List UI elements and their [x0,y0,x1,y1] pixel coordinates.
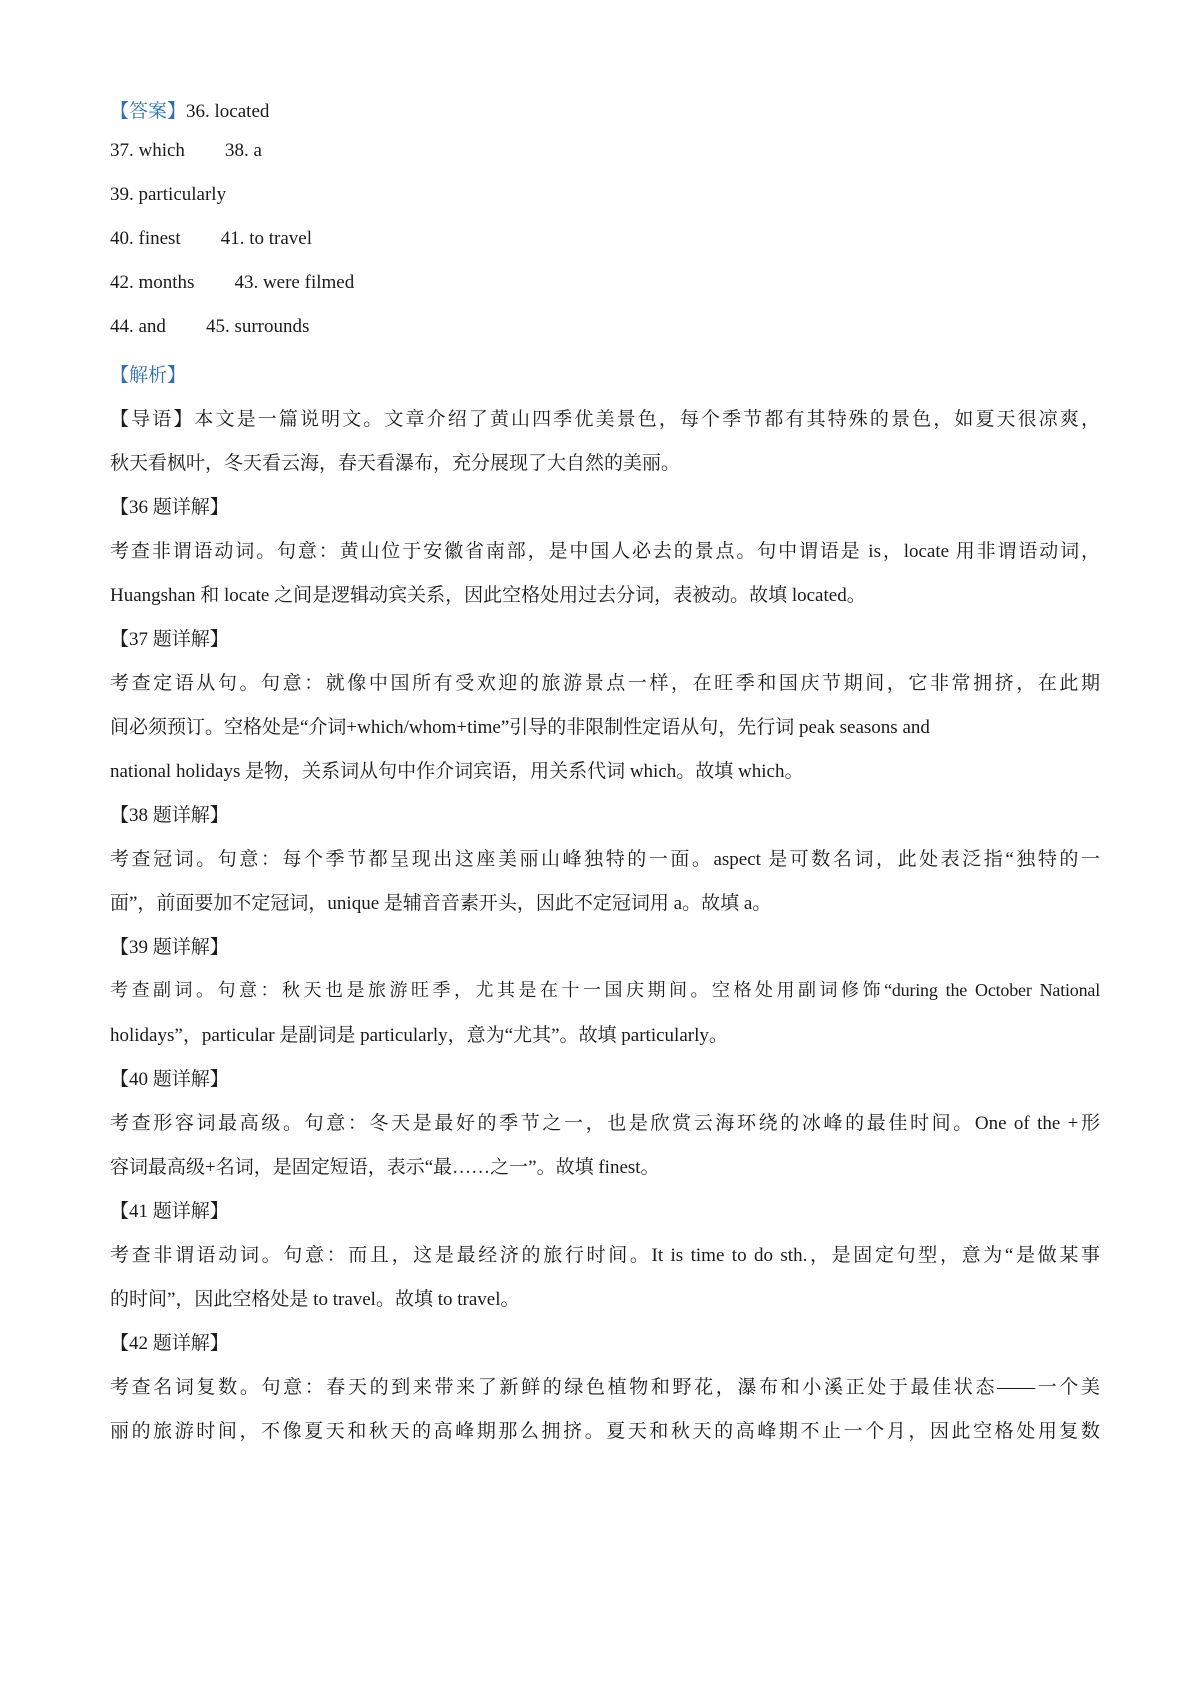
answer-line-36 [110,96,269,123]
answer-43: 43. were filmed [234,272,355,293]
answer-37: 37. which [110,140,185,161]
answer-line-39 [110,184,226,206]
detail-42-line-1: 考查名词复数。句意：春天的到来带来了新鲜的绿色植物和野花，瀑布和小溪正处于最佳状态——一个美 [110,1377,1100,1398]
detail-heading-36: 【36 题详解】 [110,497,229,518]
intro-line-2: 秋天看枫叶，冬天看云海，春天看瀑布，充分展现了大自然的美丽。 [110,453,681,474]
detail-36-line-2: Huangshan 和 locate 之间是逻辑动宾关系，因此空格处用过去分词，表被动。故填 located。 [110,585,866,606]
intro-line-1: 【导语】本文是一篇说明文。文章介绍了黄山四季优美景色，每个季节都有其特殊的景色，如夏天很凉爽， [110,409,1100,430]
detail-38-line-1: 考查冠词。句意：每个季节都呈现出这座美丽山峰独特的一面。aspect 是可数名词，此处表泛指“独特的一 [110,849,1100,870]
detail-37-line-1: 考查定语从句。句意：就像中国所有受欢迎的旅游景点一样，在旺季和国庆节期间，它非常拥挤，在此期 [110,673,1100,694]
detail-40-line-1: 考查形容词最高级。句意：冬天是最好的季节之一，也是欣赏云海环绕的冰峰的最佳时间。One of the +形 [110,1113,1100,1134]
detail-42-line-2: 丽的旅游时间，不像夏天和秋天的高峰期那么拥挤。夏天和秋天的高峰期不止一个月，因此空格处用复数 [110,1421,1100,1442]
detail-heading-42: 【42 题详解】 [110,1333,229,1354]
detail-heading-38: 【38 题详解】 [110,805,229,826]
analysis-label: 【解析】 [110,365,187,386]
detail-37-line-2: 间必须预订。空格处是“介词+which/whom+time”引导的非限制性定语从句，先行词 peak seasons and [110,717,930,738]
answer-line-40-41 [110,228,312,250]
detail-heading-41: 【41 题详解】 [110,1201,229,1222]
detail-39-line-2: holidays”，particular 是副词是 particularly，意为“尤其”。故填 particularly。 [110,1025,728,1046]
detail-41-line-1: 考查非谓语动词。句意：而且，这是最经济的旅行时间。It is time to do sth.，是固定句型，意为“是做某事 [110,1245,1100,1266]
detail-41-line-2: 的时间”，因此空格处是 to travel。故填 to travel。 [110,1289,520,1310]
answer-38: 38. a [224,140,262,161]
answer-41: 41. to travel [220,228,312,249]
answer-45: 45. surrounds [205,316,310,337]
detail-37-line-3: national holidays 是物，关系词从句中作介词宾语，用关系代词 which。故填 which。 [110,761,804,782]
answer-42: 42. months [110,272,195,293]
detail-heading-40: 【40 题详解】 [110,1069,229,1090]
detail-heading-37: 【37 题详解】 [110,629,229,650]
answer-39: 39. particularly [110,184,227,205]
answer-line-37-38 [110,140,262,162]
answer-line-42-43 [110,272,354,294]
answer-line-44-45 [110,316,309,338]
detail-36-line-1: 考查非谓语动词。句意：黄山位于安徽省南部，是中国人必去的景点。句中谓语是 is，locate 用非谓语动词， [110,541,1100,562]
answer-40: 40. finest [110,228,181,249]
detail-38-line-2: 面”，前面要加不定冠词，unique 是辅音音素开头，因此不定冠词用 a。故填 a。 [110,893,772,914]
answer-44: 44. and [110,316,166,337]
detail-39-line-1: 考查副词。句意：秋天也是旅游旺季，尤其是在十一国庆期间。空格处用副词修饰“during the October National [110,980,1100,1000]
answer-label: 【答案】 [110,101,187,122]
answer-36: 36. located [186,101,270,122]
detail-40-line-2: 容词最高级+名词，是固定短语，表示“最……之一”。故填 finest。 [110,1157,660,1178]
detail-heading-39: 【39 题详解】 [110,937,229,958]
